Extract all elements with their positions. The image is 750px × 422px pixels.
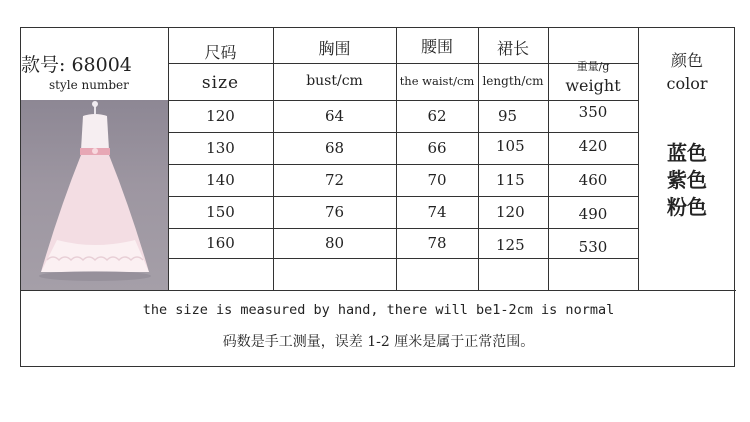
length-cell: 95	[498, 107, 518, 125]
size-cell: 140	[206, 171, 235, 189]
waist-header-cn: 腰围	[420, 36, 453, 56]
waist-cell: 78	[427, 234, 447, 252]
style-number: 款号: 68004	[21, 54, 132, 76]
size-chart-table	[20, 27, 735, 367]
length-cell: 105	[496, 137, 525, 155]
bust-cell: 72	[324, 171, 345, 189]
color-header-en: color	[666, 73, 708, 93]
weight-cell: 490	[578, 205, 608, 223]
length-header-cn: 裙长	[496, 38, 529, 58]
size-cell: 130	[206, 139, 235, 157]
length-cell: 125	[496, 236, 525, 254]
weight-cell: 420	[578, 137, 608, 155]
bust-header-en: bust/cm	[306, 73, 363, 89]
length-header-en: length/cm	[482, 74, 544, 88]
weight-header-en: weight	[565, 75, 621, 95]
waist-cell: 66	[427, 139, 447, 157]
grid-line	[21, 290, 736, 291]
weight-cell: 350	[578, 103, 608, 121]
size-cell: 150	[206, 203, 235, 221]
color-option: 粉色	[667, 195, 707, 219]
note-chinese: 码数是手工测量，误差 1-2 厘米是属于正常范围。	[222, 334, 535, 350]
bust-header-cn: 胸围	[318, 38, 351, 58]
note-english: the size is measured by hand, there will be1-2cm is normal	[142, 302, 615, 318]
waist-cell: 74	[427, 203, 447, 221]
color-options	[638, 140, 736, 221]
size-header-cn: 尺码	[204, 42, 237, 62]
length-cell: 120	[496, 203, 525, 221]
waist-cell: 70	[427, 171, 447, 189]
product-photo	[21, 100, 168, 290]
size-cell: 160	[206, 234, 235, 252]
style-number-label: style number	[49, 78, 129, 92]
weight-cell: 460	[578, 171, 608, 189]
bust-cell: 68	[324, 139, 345, 157]
dress-illustration	[21, 100, 168, 290]
size-header-en: size	[201, 73, 240, 93]
weight-cell: 530	[578, 238, 608, 256]
waist-cell: 62	[427, 107, 447, 125]
bust-cell: 80	[324, 234, 345, 252]
bust-cell: 64	[324, 107, 345, 125]
bust-cell: 76	[324, 203, 345, 221]
length-cell: 115	[496, 171, 525, 189]
weight-header-cn: 重量/g	[576, 60, 610, 73]
color-option: 紫色	[667, 168, 707, 192]
color-option: 蓝色	[667, 141, 707, 165]
waist-header-en: the waist/cm	[399, 74, 475, 88]
size-cell: 120	[206, 107, 235, 125]
color-header-cn: 颜色	[670, 50, 703, 70]
